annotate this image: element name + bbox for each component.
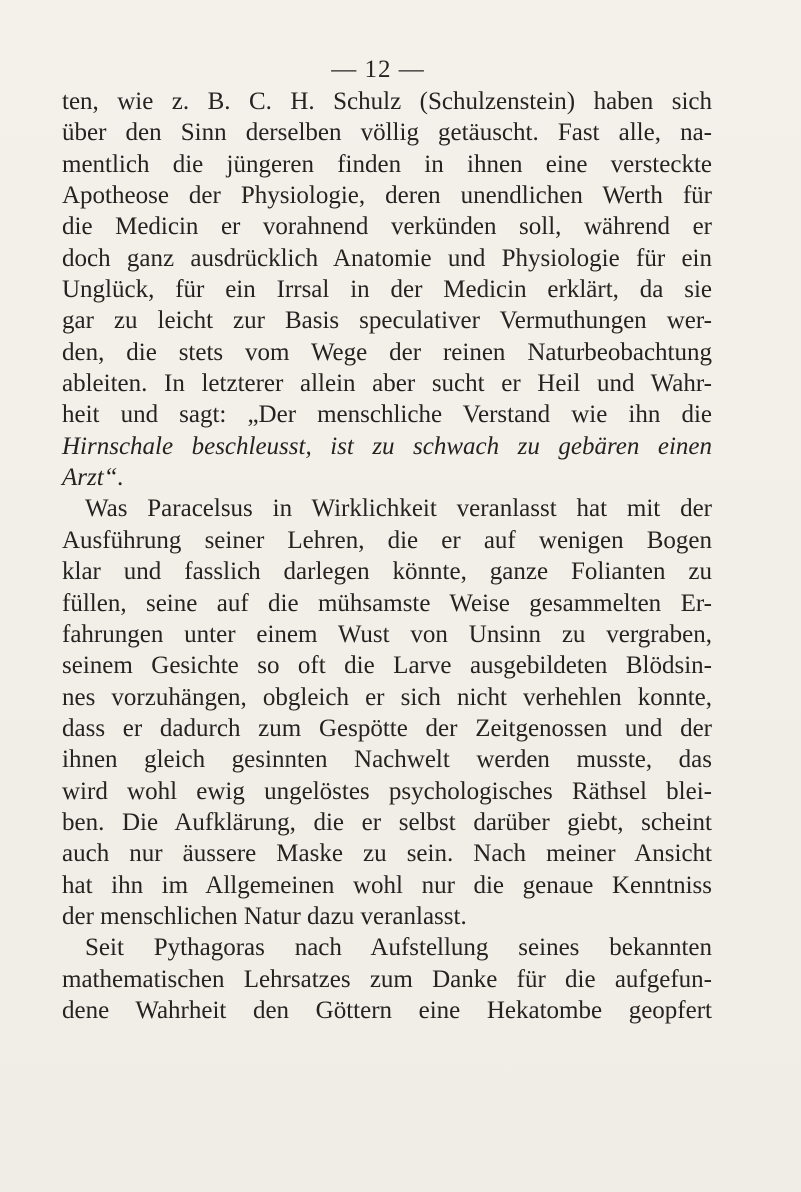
text-line-18: fahrungen unter einem Wust von Unsinn zu vergraben, [62, 620, 712, 648]
text-line-29: mathematischen Lehrsatzes zum Danke für die aufgefun- [62, 965, 712, 993]
text-line-27: der menschlichen Natur dazu veranlasst. [62, 902, 467, 930]
text-line-30: dene Wahrheit den Göttern eine Hekatombe geopfert [62, 996, 712, 1024]
text-line-19: seinem Gesichte so oft die Larve ausgebildeten Blödsin- [62, 652, 712, 680]
text-line-25: auch nur äussere Maske zu sein. Nach meiner Ansicht [62, 840, 712, 868]
text-line-8: gar zu leicht zur Basis speculativer Vermuthungen wer- [62, 307, 712, 335]
text-line-23: wird wohl ewig ungelöstes psychologisches Räthsel blei- [62, 777, 712, 805]
text-line-6: doch ganz ausdrücklich Anatomie und Physiologie für ein [62, 244, 712, 272]
text-line-11: heit und sagt: „Der menschliche Verstand wie ihn die [62, 401, 712, 429]
text-line-14-paragraph-start: Was Paracelsus in Wirklichkeit veranlasst hat mit der [85, 495, 712, 523]
text-line-12-italic: Hirnschale beschleusst, ist zu schwach zu gebären einen [62, 432, 712, 460]
text-line-3: mentlich die jüngeren finden in ihnen eine versteckte [62, 150, 712, 178]
text-line-24: ben. Die Aufklärung, die er selbst darüber giebt, scheint [62, 808, 712, 836]
text-line-16: klar und fasslich darlegen könnte, ganze Folianten zu [62, 558, 712, 586]
text-line-4: Apotheose der Physiologie, deren unendlichen Werth für [62, 182, 712, 210]
body-text [62, 86, 712, 1026]
text-line-28-paragraph-start: Seit Pythagoras nach Aufstellung seines bekannten [85, 934, 712, 962]
text-line-20: nes vorzuhängen, obgleich er sich nicht verhehlen konnte, [62, 683, 712, 711]
text-line-7: Unglück, für ein Irrsal in der Medicin erklärt, da sie [62, 276, 712, 304]
text-line-9: den, die stets vom Wege der reinen Naturbeobachtung [62, 338, 712, 366]
text-line-15: Ausführung seiner Lehren, die er auf wenigen Bogen [62, 526, 712, 554]
text-line-26: hat ihn im Allgemeinen wohl nur die genaue Kenntniss [62, 871, 712, 899]
text-line-13-italic: Arzt“. [62, 464, 124, 492]
text-line-2: über den Sinn derselben völlig getäuscht. Fast alle, na- [62, 119, 712, 147]
text-line-21: dass er dadurch zum Gespötte der Zeitgenossen und der [62, 714, 712, 742]
text-line-22: ihnen gleich gesinnten Nachwelt werden musste, das [62, 746, 712, 774]
text-line-10: ableiten. In letzterer allein aber sucht er Heil und Wahr- [62, 370, 712, 398]
text-line-5: die Medicin er vorahnend verkünden soll, während er [62, 213, 712, 241]
text-line-1: ten, wie z. B. C. H. Schulz (Schulzenstein) haben sich [62, 88, 712, 115]
text-line-17: füllen, seine auf die mühsamste Weise gesammelten Er- [62, 589, 712, 617]
page-number: — 12 — [331, 56, 425, 83]
